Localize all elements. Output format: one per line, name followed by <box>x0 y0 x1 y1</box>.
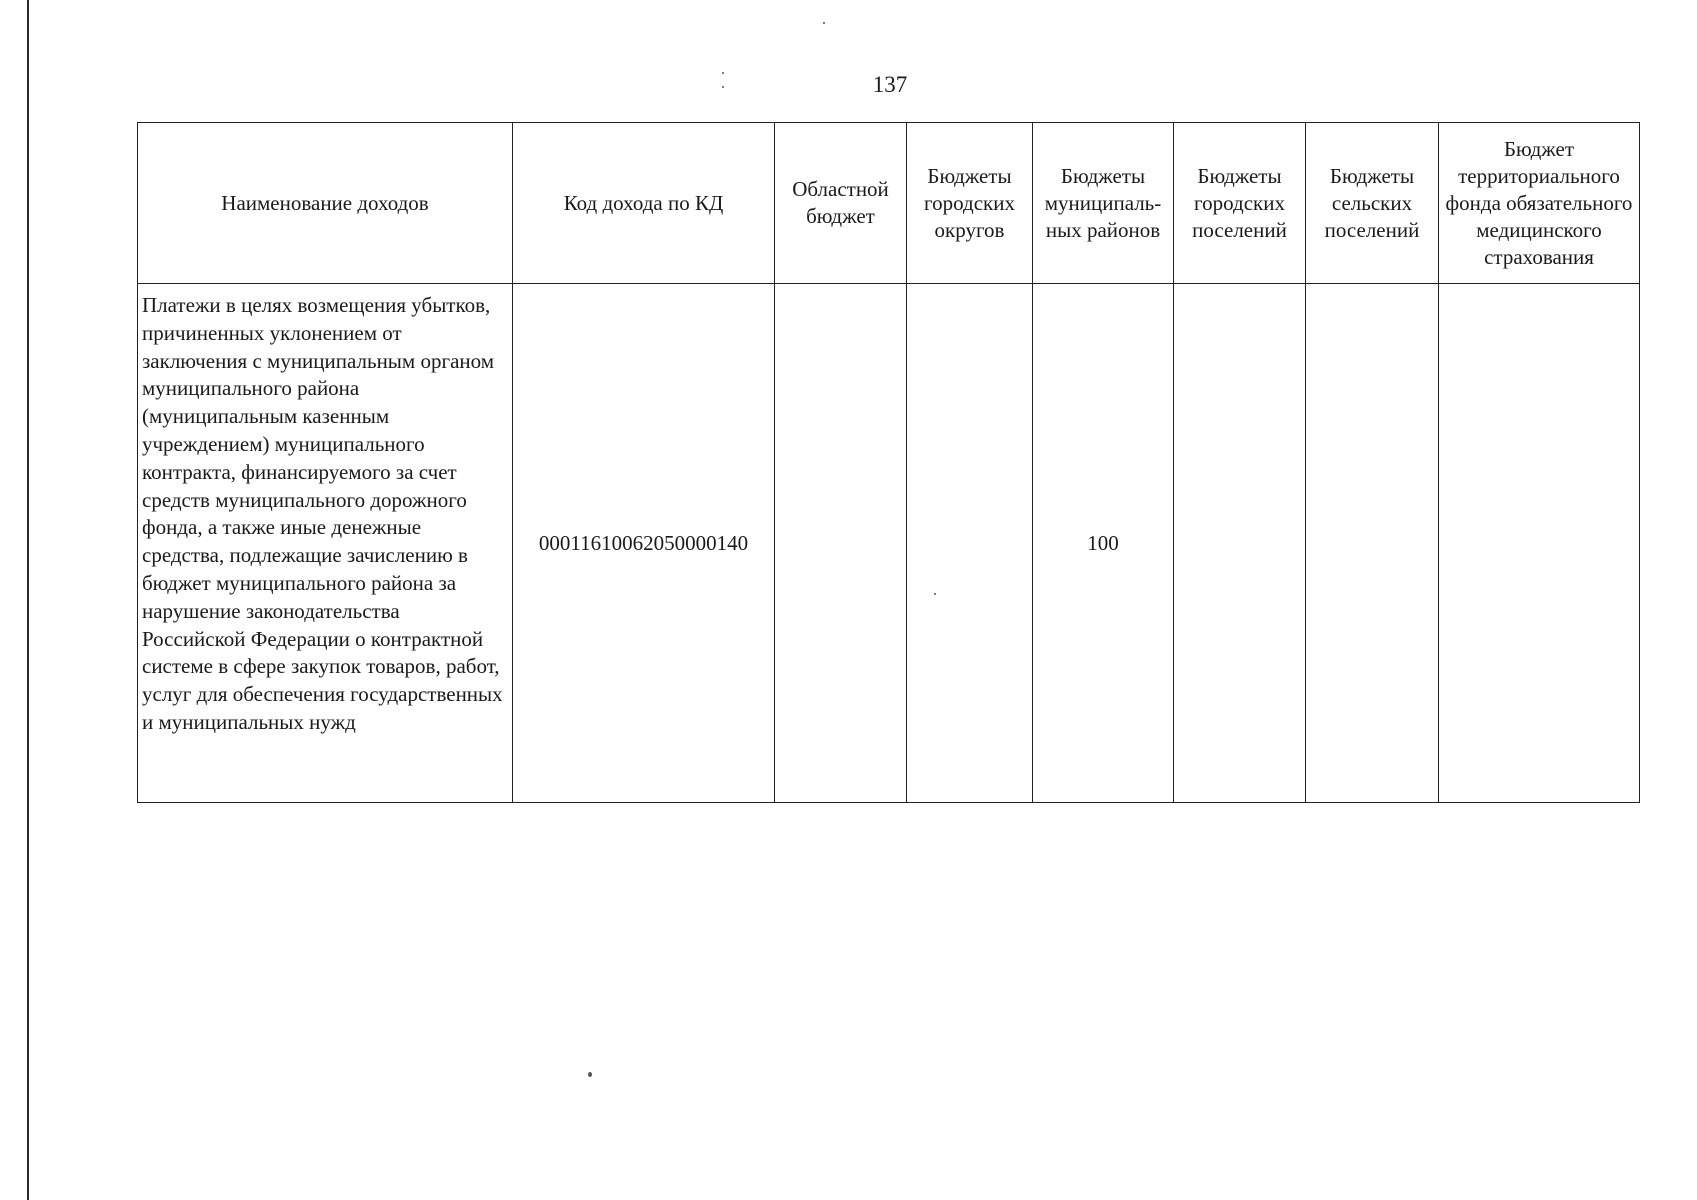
regional-budget-cell <box>775 284 907 803</box>
header-city-districts: Бюджеты городских округов <box>907 123 1033 284</box>
page-number: 137 <box>872 72 908 97</box>
city-districts-cell <box>907 284 1033 803</box>
scan-speck <box>722 86 724 88</box>
revenue-code-cell: 00011610062050000140 <box>513 284 775 803</box>
table-row <box>138 284 1640 803</box>
header-municipal-districts: Бюджеты муниципаль-ных районов <box>1033 123 1174 284</box>
header-urban-settlements: Бюджеты городских поселений <box>1174 123 1306 284</box>
scan-speck <box>588 1072 592 1077</box>
urban-settlements-cell <box>1174 284 1306 803</box>
binding-margin-line <box>27 0 29 1200</box>
municipal-districts-cell: 100 <box>1033 284 1174 803</box>
health-fund-cell <box>1439 284 1640 803</box>
header-regional-budget: Областной бюджет <box>775 123 907 284</box>
header-revenue-name: Наименование доходов <box>138 123 513 284</box>
rural-settlements-cell <box>1306 284 1439 803</box>
revenue-distribution-table <box>137 122 1640 803</box>
table-header-row <box>138 123 1640 284</box>
revenue-name-cell: Платежи в целях возмещения убытков, причиненных уклонением от заключения с муниципальным органом муниципального района (муниципальным казенным учреждением) муниципального контракта, финансируемого за счет средств муниципального дорожного фонда, а также иные денежные средства, подлежащие зачислению в бюджет муниципального района за нарушение законодательства Российской Федерации о контрактной системе в сфере закупок товаров, работ, услуг для обеспечения государственных и муниципальных нужд <box>138 284 513 803</box>
scan-speck <box>722 72 724 74</box>
header-health-insurance-fund: Бюджет территориального фонда обязательного медицинского страхования <box>1439 123 1640 284</box>
header-rural-settlements: Бюджеты сельских поселений <box>1306 123 1439 284</box>
scan-speck <box>823 22 825 24</box>
header-revenue-code: Код дохода по КД <box>513 123 775 284</box>
